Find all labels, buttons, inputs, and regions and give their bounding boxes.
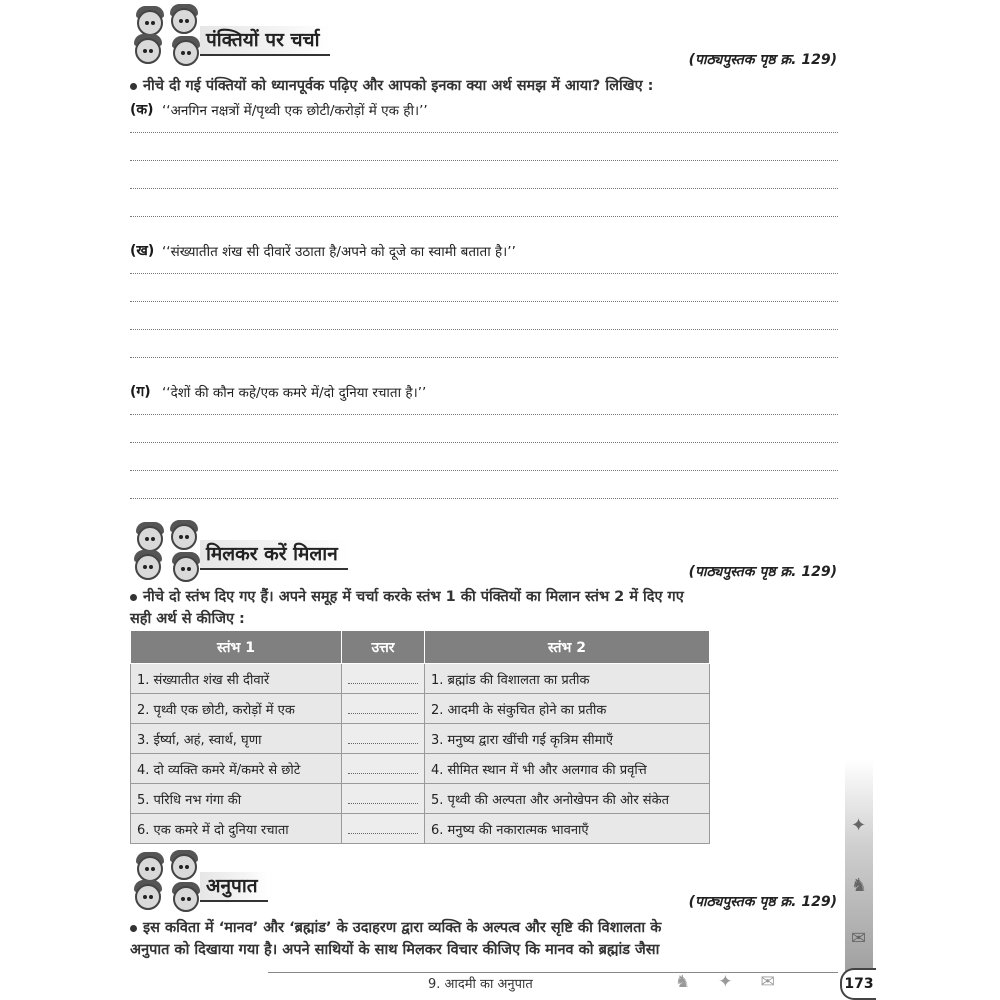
column2-cell: 3. मनुष्य द्वारा खींची गई कृत्रिम सीमाएँ [425,724,710,754]
answer-cell[interactable] [342,784,425,814]
answer-blank[interactable] [348,759,418,774]
textbook-ref: (पाठ्यपुस्तक पृष्ठ क्र. 129) [688,52,837,68]
answer-line[interactable] [130,301,838,302]
textbook-ref: (पाठ्यपुस्तक पृष्ठ क्र. 129) [688,894,837,910]
question-text: ‘‘संख्यातीत शंख सी दीवारें उठाता है/अपने को दूजे का स्वामी बताता है।’’ [162,244,516,260]
column2-cell: 4. सीमित स्थान में भी और अलगाव की प्रवृत्ति [425,754,710,784]
column1-cell: 6. एक कमरे में दो दुनिया रचाता [131,814,342,844]
question-label: (ग) [130,384,151,400]
instruction [130,75,840,97]
answer-line[interactable] [130,470,838,471]
answer-blank[interactable] [348,699,418,714]
column1-cell: 2. पृथ्वी एक छोटी, करोड़ों में एक [131,694,342,724]
answer-blank[interactable] [348,789,418,804]
column2-cell: 5. पृथ्वी की अल्पता और अनोखेपन की ओर संकेत [425,784,710,814]
column-header: स्तंभ 1 [131,631,342,664]
matching-table [130,630,710,844]
kids-illustration-icon [132,520,204,582]
answer-cell[interactable] [342,694,425,724]
table-row [131,754,710,784]
question-text: ‘‘अनगिन नक्षत्रों में/पृथ्वी एक छोटी/करोड़ों में एक ही।’’ [162,103,428,119]
table-row [131,784,710,814]
answer-line[interactable] [130,414,838,415]
section-title-matching: मिलकर करें मिलान [200,540,348,570]
column2-cell: 6. मनुष्य की नकारात्मक भावनाएँ [425,814,710,844]
textbook-ref: (पाठ्यपुस्तक पृष्ठ क्र. 129) [688,564,837,580]
column-header: स्तंभ 2 [425,631,710,664]
answer-blank[interactable] [348,669,418,684]
answer-cell[interactable] [342,664,425,694]
column-header: उत्तर [342,631,425,664]
column1-cell: 4. दो व्यक्ति कमरे में/कमरे से छोटे [131,754,342,784]
instruction [130,586,840,630]
instruction-text: नीचे दो स्तंभ दिए गए हैं। अपने समूह में चर्चा करके स्तंभ 1 की पंक्तियों का मिलान स्तंभ 2 में दिए गए [143,589,684,605]
instruction-text: नीचे दी गई पंक्तियों को ध्यानपूर्वक पढ़िए और आपको इनका क्या अर्थ समझ में आया? लिखिए : [143,78,654,94]
answer-line[interactable] [130,357,838,358]
bird-icon: ✦ [851,815,867,836]
page-number: 173 [840,968,876,1000]
question-label: (क) [130,102,154,118]
table-header-row [131,631,710,664]
hand-icon: ♞ [851,875,868,896]
instruction-text: सही अर्थ से कीजिए : [130,611,245,627]
paragraph-line: अनुपात को दिखाया गया है। अपने साथियों के साथ मिलकर विचार कीजिए कि मानव को ब्रह्मांड जैसा [130,942,660,958]
answer-blank[interactable] [348,819,418,834]
footer-decoration-icon: ♞✦✉ [675,972,803,992]
answer-cell[interactable] [342,724,425,754]
answer-line[interactable] [130,160,838,161]
answer-blank[interactable] [348,729,418,744]
kids-illustration-icon [132,4,204,66]
paragraph-line: इस कविता में ‘मानव’ और ‘ब्रह्मांड’ के उदाहरण द्वारा व्यक्ति के अल्पत्व और सृष्टि की विशालता के [143,920,662,936]
column2-cell: 2. आदमी के संकुचित होने का प्रतीक [425,694,710,724]
bullet-icon [130,925,137,932]
section-title-discussion: पंक्तियों पर चर्चा [200,26,330,56]
column1-cell: 5. परिधि नभ गंगा की [131,784,342,814]
answer-line[interactable] [130,442,838,443]
column1-cell: 1. संख्यातीत शंख सी दीवारें [131,664,342,694]
question-label: (ख) [130,243,155,259]
table-row [131,694,710,724]
chapter-title: 9. आदमी का अनुपात [428,977,533,992]
table-row [131,664,710,694]
kids-illustration-icon [132,850,204,912]
paragraph [130,917,840,961]
answer-line[interactable] [130,188,838,189]
column2-cell: 1. ब्रह्मांड की विशालता का प्रतीक [425,664,710,694]
table-row [131,724,710,754]
column1-cell: 3. ईर्ष्या, अहं, स्वार्थ, घृणा [131,724,342,754]
answer-cell[interactable] [342,754,425,784]
bullet-icon [130,594,137,601]
answer-cell[interactable] [342,814,425,844]
answer-line[interactable] [130,498,838,499]
bullet-icon [130,83,137,90]
answer-line[interactable] [130,273,838,274]
question-text: ‘‘देशों की कौन कहे/एक कमरे में/दो दुनिया रचाता है।’’ [162,385,427,401]
answer-line[interactable] [130,216,838,217]
answer-line[interactable] [130,132,838,133]
answer-line[interactable] [130,329,838,330]
section-title-ratio: अनुपात [200,872,268,902]
table-row [131,814,710,844]
envelope-icon: ✉ [851,928,867,949]
